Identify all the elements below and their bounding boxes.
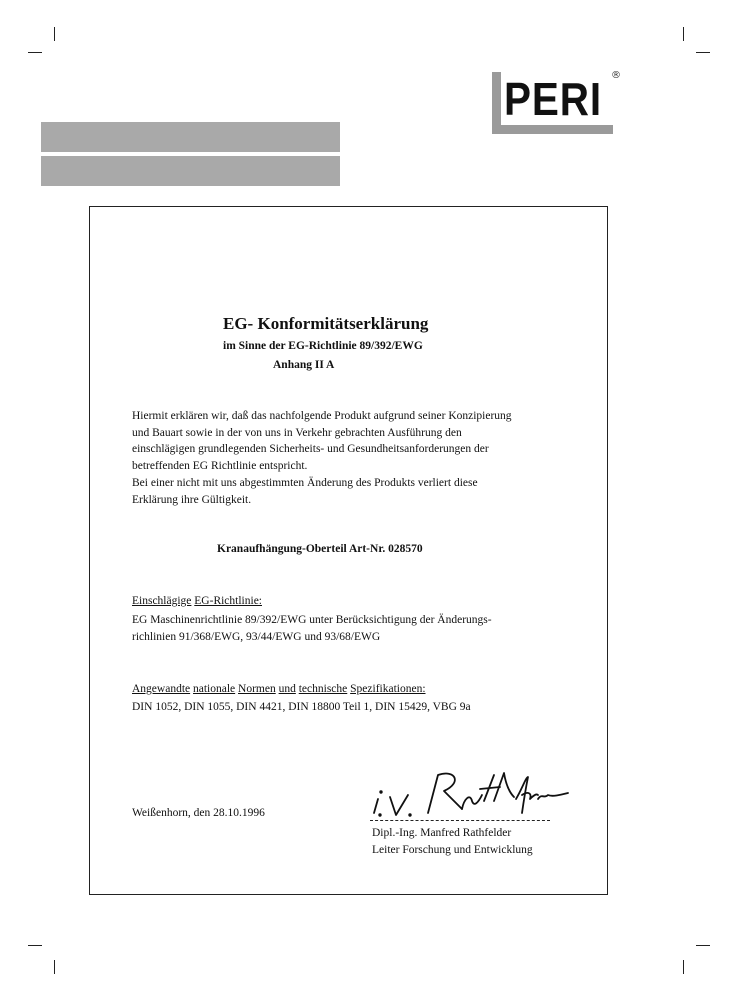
heading-word: technische [298,683,348,695]
declaration-annex: Anhang II A [273,359,335,371]
crop-mark [696,945,710,946]
paragraph-line: Erklärung ihre Gültigkeit. [132,493,252,506]
directives-body [132,612,492,645]
heading-word: Normen [238,683,276,695]
crop-mark [54,960,55,974]
paragraph-line: betreffenden EG Richtlinie entspricht. [132,460,308,473]
crop-mark [683,960,684,974]
heading-word: nationale [193,683,236,695]
paragraph-line: Bei einer nicht mit uns abgestimmten Änderung des Produkts verliert diese [132,476,478,489]
heading-word: Angewandte [132,683,191,695]
declaration-frame [89,206,608,895]
place-date: Weißenhorn, den 28.10.1996 [132,807,265,819]
heading-word: und [278,683,296,695]
standards-heading [132,683,426,695]
signer-block [372,825,533,859]
registered-mark: ® [611,70,621,81]
logo-text: PERI [504,73,603,125]
crop-mark [28,52,42,53]
signature-line [370,820,550,821]
signer-name: Dipl.-Ing. Manfred Rathfelder [372,827,512,839]
declaration-paragraph [132,408,592,508]
directive-line: richlinien 91/368/EWG, 93/44/EWG und 93/68/EWG [132,630,381,643]
directive-line: EG Maschinenrichtlinie 89/392/EWG unter Berücksichtigung der Änderungs- [132,614,492,626]
declaration-subtitle: im Sinne der EG-Richtlinie 89/392/EWG [223,340,423,352]
crop-mark [683,27,684,41]
signer-role: Leiter Forschung und Entwicklung [372,844,533,856]
standard-line: DIN 1052, DIN 1055, DIN 4421, DIN 18800 Teil 1, DIN 15429, VBG 9a [132,701,471,713]
header-bar [41,156,340,186]
product-name: Kranaufhängung-Oberteil Art-Nr. 028570 [217,543,423,555]
paragraph-line: Hiermit erklären wir, daß das nachfolgende Produkt aufgrund seiner Konzipierung [132,410,512,422]
heading-word: Spezifikationen: [350,683,426,695]
directives-heading [132,595,262,607]
standards-body [132,699,471,716]
paragraph-line: einschlägigen grundlegenden Sicherheits- und Gesundheitsanforderungen der [132,443,489,456]
crop-mark [28,945,42,946]
crop-mark [54,27,55,41]
paragraph-line: und Bauart sowie in der von uns in Verkehr gebrachten Ausführung den [132,426,462,439]
crop-mark [696,52,710,53]
peri-logo [492,70,622,134]
heading-word: Einschlägige [132,595,192,607]
signature [366,769,571,821]
declaration-title: EG- Konformitätserklärung [223,314,429,333]
header-bar [41,122,340,152]
heading-word: EG-Richtlinie: [194,595,262,607]
